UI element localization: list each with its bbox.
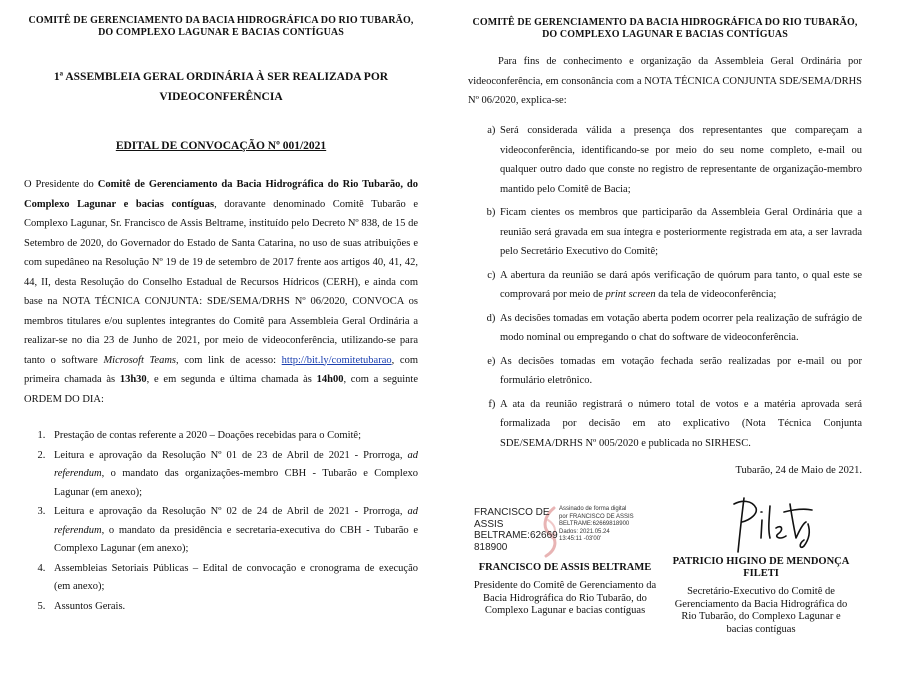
body-text: , doravante denominado Comitê Tubarão e Complexo Lagunar, Sr. Francisco de Assis Beltrame, instituído pelo Decreto Nº 838, de 15 de Setembro de 2020, do Governador do Estado de Santa Catarina, no uso de suas atribuições e com supedâneo na Resolução Nº 19 de 19 de setembro de 2017 frente aos artigos 40, 41, 42, 44, II, desta Resolução do Conselho Estadual de Recursos Hídricos (CERH), e ainda com base na NOTA TÉCNICA CONJUNTA: SDE/SEMA/DRHS Nº 06/2020, CONVOCA os membros titulares e/ou suplentes integrantes do Comitê para Assembleia Geral Ordinária a realizar-se no dia 23 de Junho de 2021, por meio de videoconferência, utilizando-se para tanto o software [24,198,418,366]
explanation-text: A abertura da reunião se dará após verificação de quórum para tanto, o qual este se comprovará por meio de [500,269,862,300]
first-call-time: 13h30 [119,374,147,385]
convocation-paragraph [24,175,418,409]
edital-title: EDITAL DE CONVOCAÇÃO Nº 001/2021 [115,140,327,152]
agenda-item-text: Prestação de contas referente a 2020 – Doações recebidas para o Comitê; [54,430,361,441]
document-header: COMITÊ DE GERENCIAMENTO DA BACIA HIDROGRÁFICA DO RIO TUBARÃO, DO COMPLEXO LAGUNAR E BACIAS CONTÍGUAS [472,17,858,40]
intro-paragraph: Para fins de conhecimento e organização da Assembleia Geral Ordinária por videoconferência, em consonância com a NOTA TÉCNICA CONJUNTA SDE/SEMA/DRHS Nº 06/2020, explica-se: [468,56,862,106]
agenda-item-text: Assembleias Setoriais Públicas – Edital de convocação e cronograma de execução (em anexo); [54,562,418,592]
body-text: , e em segunda e última chamada às [146,374,317,385]
signature-block-secretary [672,494,850,636]
agenda-item [48,598,418,617]
agenda-item-italic: ad referendum [54,506,418,536]
stamp-name-line: FRANCISCO DE [474,507,550,518]
access-link[interactable]: http://bit.ly/comitetubarao [281,354,392,366]
body-text: , com primeira chamada às [24,354,418,385]
explanation-item: b. Ficam cientes os membros que participarão da Assembleia Geral Ordinária que a reunião será gravada em sua íntegra e posteriormente registrada em ata, a ser lavrada pelo Secretário Executivo do Comitê; [498,203,862,262]
explanation-italic: print screen [605,289,656,300]
body-text: , com a seguinte ORDEM DO DIA: [24,374,419,405]
agenda-item [48,427,418,446]
agenda-item-text: Assuntos Gerais. [54,600,126,612]
body-text: , com link de acesso: [176,354,282,366]
left-page [24,0,418,617]
stamp-name-line: 818900 [474,541,508,553]
stamp-detail-line: Assinado de forma digital [559,506,627,512]
explanation-item: d. As decisões tomadas em votação aberta podem ocorrer pela realização de sufrágio de modo nominal ou empregando o chat do software de videoconferência. [498,309,862,348]
agenda-item-text: Leitura e aprovação da Resolução Nº 02 de 24 de Abril de 2021 - Prorroga, [54,506,408,517]
stamp-details [559,506,659,544]
president-role: Presidente do Comitê de Gerenciamento da Bacia Hidrográfica do Rio Tubarão, do Complexo Lagunar e bacias contíguas [473,580,657,616]
document-date: Tubarão, 24 de Maio de 2021. [735,465,862,476]
stamp-name-line: BELTRAME:62669 [474,530,558,541]
body-text: O Presidente do [24,179,98,190]
software-name: Microsoft Teams [103,354,177,366]
agenda-item-text: Leitura e aprovação da Resolução Nº 01 de 23 de Abril de 2021 - Prorroga, [54,449,408,461]
handwritten-signature-icon [672,494,850,556]
agenda-item [48,503,418,559]
secretary-role: Secretário-Executivo do Comitê de Gerenciamento da Bacia Hidrográfica do Rio Tubarão, do Complexo Lagunar e bacias contíguas [674,586,848,635]
explanation-list [468,121,862,453]
explanation-item: a. Será considerada válida a presença dos representantes que compareçam a videoconferência, identificando-se por meio do seu nome completo, e-mail ou qualquer outro dado que conste no registro de representante de organização-membro mantido pelo Comitê de Bacia; [498,121,862,199]
agenda-item [48,447,418,503]
agenda-list [24,427,418,616]
digital-signature-stamp [470,500,660,562]
stamp-detail-line: Dados: 2021.05.24 [559,528,610,535]
agenda-item-italic: ad referendum [54,449,418,479]
stamp-signer-name [474,507,558,553]
agenda-item-text: , o mandato da presidência e secretaria-executiva do CBH - Tubarão e Complexo Lagunar (em anexo); [54,524,418,554]
explanation-item: f. A ata da reunião registrará o número total de votos e a matéria aprovada será formalizada por decisão em ato explicativo (Nota Técnica Conjunta SDE/SEMA/DRHS Nº 005/2020 e publicada no SIRHESC. [498,395,862,454]
second-call-time: 14h00 [316,374,344,385]
right-page [468,0,862,457]
agenda-item-text: , o mandato das organizações-membro CBH - Tubarão e Complexo Lagunar (em anexo); [54,468,418,498]
explanation-item: e. As decisões tomadas em votação fechada serão realizadas por e-mail ou por formulário eletrônico. [498,352,862,391]
explanation-item [498,266,862,305]
president-name: FRANCISCO DE ASSIS BELTRAME [478,562,652,573]
stamp-detail-line: por FRANCISCO DE ASSIS [559,513,634,520]
assembly-title: 1ª ASSEMBLEIA GERAL ORDINÁRIA À SER REALIZADA POR VIDEOCONFERÊNCIA [53,71,389,103]
secretary-name: PATRICIO HIGINO DE MENDONÇA FILETI [672,556,850,579]
committee-name: Comitê de Gerenciamento da Bacia Hidrográfica do Rio Tubarão, do Complexo Lagunar e bacias contíguas [24,179,418,210]
signature-block-president [470,500,660,618]
stamp-name-line: ASSIS [474,518,504,530]
agenda-item [48,560,418,597]
explanation-text: da tela de videoconferência; [655,289,777,300]
stamp-detail-line: BELTRAME:62669818900 [559,521,630,527]
stamp-detail-line: 13:45:11 -03'00' [559,536,602,542]
document-header: COMITÊ DE GERENCIAMENTO DA BACIA HIDROGRÁFICA DO RIO TUBARÃO, DO COMPLEXO LAGUNAR E BACIAS CONTÍGUAS [28,15,414,38]
